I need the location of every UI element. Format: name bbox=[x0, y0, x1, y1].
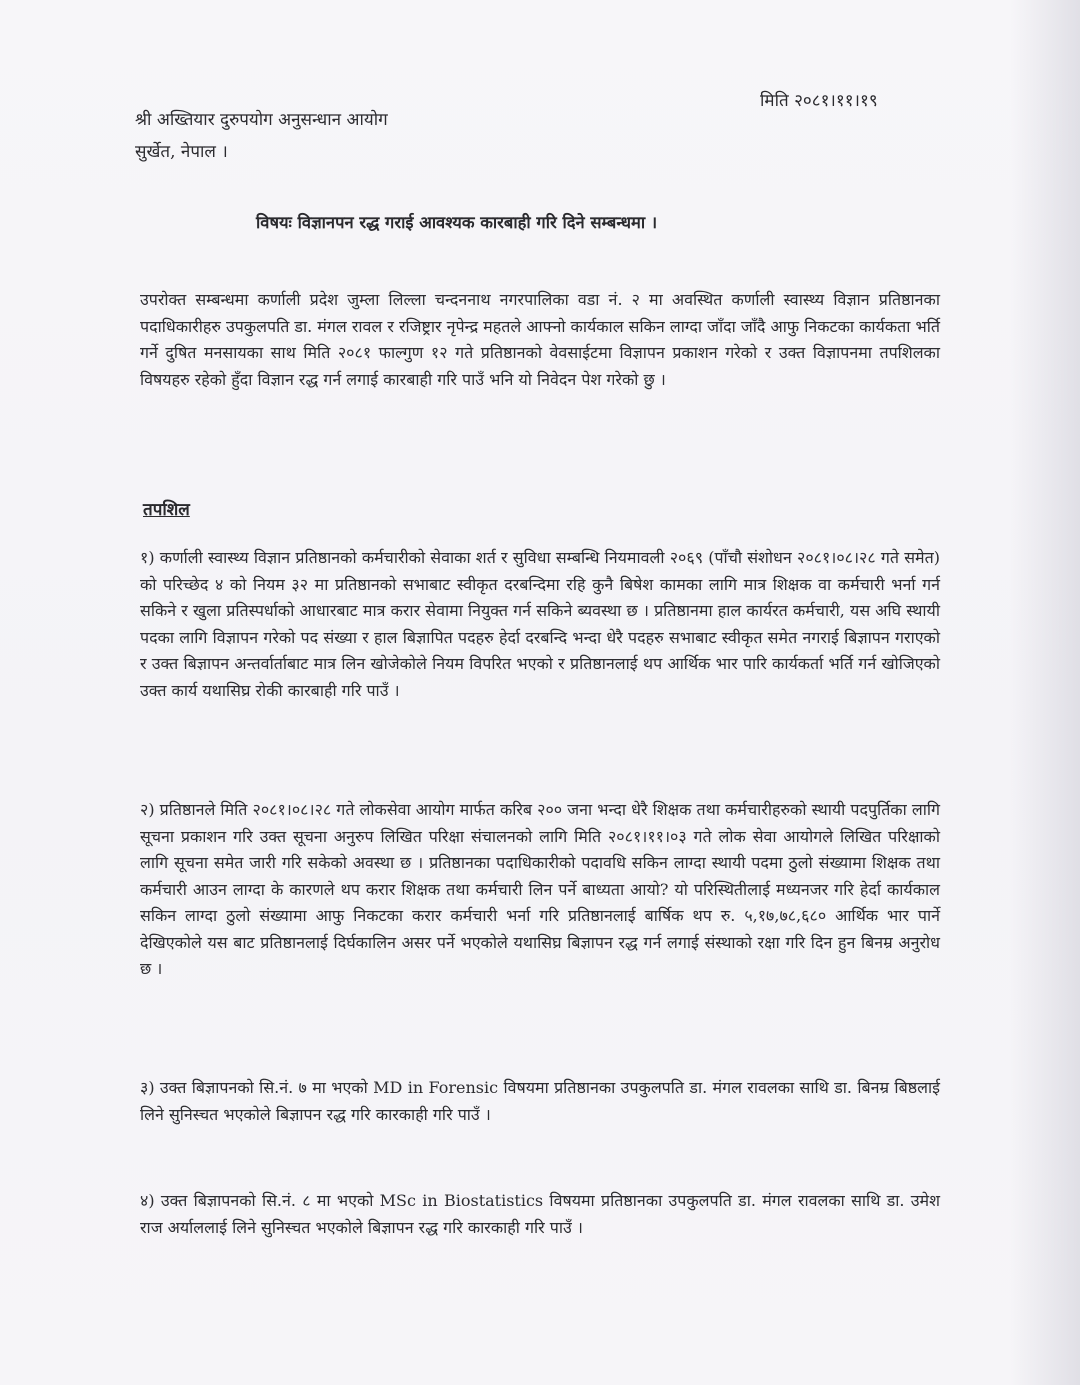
addressee-line-1: श्री अख्तियार दुरुपयोग अनुसन्धान आयोग bbox=[135, 110, 388, 130]
letter-subject: विषयः विज्ञानपन रद्ध गराई आवश्यक कारबाही गरि दिने सम्बन्धमा । bbox=[256, 213, 658, 232]
point-4: ४) उक्त बिज्ञापनको सि.नं. ८ मा भएको MSc in Biostatistics विषयमा प्रतिष्ठानका उपकुलपति डा. मंगल रावलका साथि डा. उमेश राज अर्याललाई लिने सुनिस्चत भएकोले बिज्ञापन रद्ध गरि कारकाही गरि पाउँ । bbox=[140, 1191, 940, 1237]
point-3: ३) उक्त बिज्ञापनको सि.नं. ७ मा भएको MD in Forensic विषयमा प्रतिष्ठानका उपकुलपति डा. मंगल रावलका साथि डा. बिनम्र बिष्ठलाई लिने सुनिस्चत भएकोले बिज्ञापन रद्ध गरि कारकाही गरि पाउँ । bbox=[140, 1078, 940, 1124]
intro-paragraph: उपरोक्त सम्बन्धमा कर्णाली प्रदेश जुम्ला लिल्ला चन्दननाथ नगरपालिका वडा नं. २ मा अवस्थित कर्णाली स्वास्थ्य विज्ञान प्रतिष्ठानका पदाधिकारीहरु उपकुलपति डा. मंगल रावल र रजिष्ट्रार नृपेन्द्र महतले आफ्नो कार्यकाल सकिन लाग्दा जाँदा जाँदै आफु निकटका कार्यकता भर्ति गर्ने दुषित मनसायका साथ मिति २०८१ फाल्गुण १२ गते प्रतिष्ठानको वेवसाईटमा विज्ञापन प्रकाशन गरेको र उक्त विज्ञापनमा तपशिलका विषयहरु रहेको हुँदा विज्ञान रद्ध गर्न लगाई कारबाही गरि पाउँ भनि यो निवेदन पेश गरेको छु । bbox=[140, 290, 940, 389]
addressee-line-2: सुर्खेत, नेपाल । bbox=[135, 142, 228, 162]
point-2: २) प्रतिष्ठानले मिति २०८१।०८।२८ गते लोकसेवा आयोग मार्फत करिब २०० जना भन्दा धेरै शिक्षक तथा कर्मचारीहरुको स्थायी पदपुर्तिका लागि सूचना प्रकाशन गरि उक्त सूचना अनुरुप लिखित परिक्षा संचालनको लागि मिति २०८१।११।०३ गते लोक सेवा आयोगले लिखित परिक्षाको लागि सूचना समेत जारी गरि सकेको अवस्था छ । प्रतिष्ठानका पदाधिकारीको पदावधि सकिन लाग्दा स्थायी पदमा ठुलो संख्यामा शिक्षक तथा कर्मचारी आउन लाग्दा के कारणले थप करार शिक्षक तथा कर्मचारी लिन पर्ने बाध्यता आयो? यो परिस्थितीलाई मध्यनजर गरि हेर्दा कार्यकाल सकिन लाग्दा ठुलो संख्यामा आफु निकटका करार कर्मचारी भर्ना गरि प्रतिष्ठानलाई बार्षिक थप रु. ५,१७,७८,६८० आर्थिक भार पार्ने देखिएकोले यस बाट प्रतिष्ठानलाई दिर्घकालिन असर पर्ने भएकोले यथासिघ्र बिज्ञापन रद्ध गर्न लगाई संस्थाको रक्षा गरि दिन हुन बिनम्र अनुरोध छ । bbox=[140, 800, 940, 978]
details-heading: तपशिल bbox=[143, 500, 190, 520]
addressee-block bbox=[135, 104, 388, 168]
page-edge-shadow bbox=[1010, 0, 1080, 1385]
point-1: १) कर्णाली स्वास्थ्य विज्ञान प्रतिष्ठानको कर्मचारीको सेवाका शर्त र सुविधा सम्बन्धि नियमावली २०६९ (पाँचौ संशोधन २०८१।०८।२८ गते समेत) को परिच्छेद ४ को नियम ३२ मा प्रतिष्ठानको सभाबाट स्वीकृत दरबन्दिमा रहि कुनै बिषेश कामका लागि मात्र शिक्षक वा कर्मचारी भर्ना गर्न सकिने र खुला प्रतिस्पर्धाको आधारबाट मात्र करार सेवामा नियुक्त गर्न सकिने ब्यवस्था छ । प्रतिष्ठानमा हाल कार्यरत कर्मचारी, यस अघि स्थायी पदका लागि विज्ञापन गरेको पद संख्या र हाल बिज्ञापित पदहरु हेर्दा दरबन्दि भन्दा धेरै पदहरु सभाबाट स्वीकृत समेत नगराई बिज्ञापन गराएको र उक्त बिज्ञापन अन्तर्वार्ताबाट मात्र लिन खोजेकोले नियम विपरित भएको र प्रतिष्ठानलाई थप आर्थिक भार पारि कार्यकर्ता भर्ति गर्न खोजिएको उक्त कार्य यथासिघ्र रोकी कारबाही गरि पाउँ । bbox=[140, 548, 940, 700]
letter-date: मिति २०८१।११।१९ bbox=[760, 91, 878, 111]
